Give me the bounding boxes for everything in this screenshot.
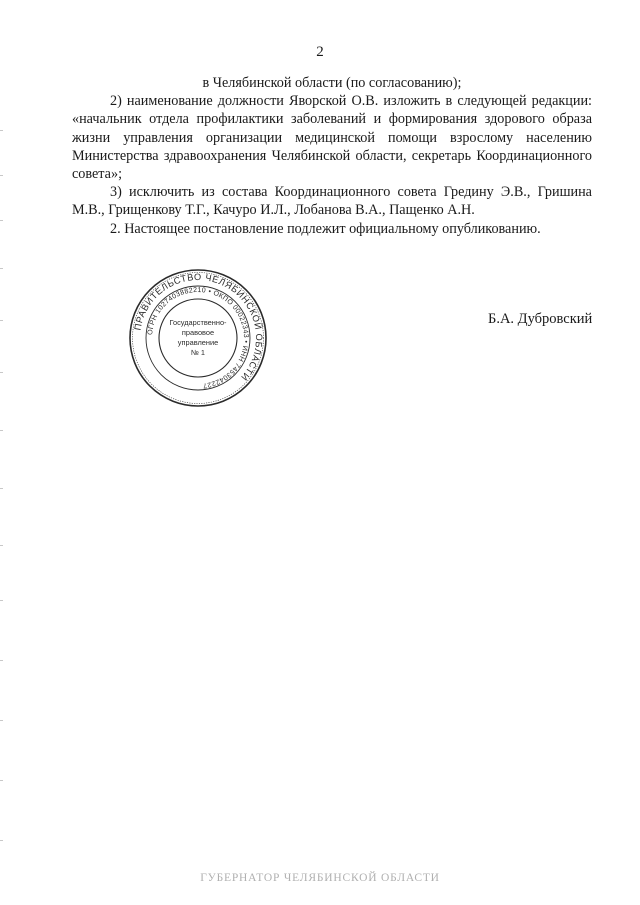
left-margin-scan-marks: [0, 0, 6, 905]
footer-watermark: ГУБЕРНАТОР ЧЕЛЯБИНСКОЙ ОБЛАСТИ: [200, 872, 440, 884]
paragraph-section-2: 2. Настоящее постановление подлежит официальному опубликованию.: [110, 220, 541, 237]
seal-graphic: [127, 267, 269, 409]
paragraph-item-2: 2) наименование должности Яворской О.В. изложить в следующей редакции: «начальник отдела профилактики заболеваний и формирования здорового образа жизни управления организации медицинской помощи взрослому населению Министерства здравоохранения Челябинской области, секретарь Координационного совета»;: [72, 93, 592, 183]
seal-center-line-2: правовое: [181, 328, 215, 337]
seal-outer-text: ПРАВИТЕЛЬСТВО ЧЕЛЯБИНСКОЙ ОБЛАСТИ: [132, 271, 265, 383]
paragraph-continuation: в Челябинской области (по согласованию);: [202, 75, 462, 91]
seal-center-line-3: управление: [177, 338, 219, 347]
document-body: [72, 74, 592, 238]
seal-center-line-1: Государственно-: [169, 318, 227, 327]
paragraph-item-3: 3) исключить из состава Координационного совета Гредину Э.В., Гришина М.В., Грищенкову Т.Г., Качуро И.Л., Лобанова В.А., Пащенко А.Н.: [72, 184, 592, 219]
seal-inner-text: ОГРН 1027403882210 • ОКПО 00022343 • ИНН 7453042227: [147, 286, 250, 389]
seal-center-line-4: № 1: [190, 348, 206, 357]
signatory-name: Б.А. Дубровский: [488, 311, 593, 327]
official-seal-stamp: [127, 267, 269, 409]
page-number: 2: [316, 44, 324, 60]
